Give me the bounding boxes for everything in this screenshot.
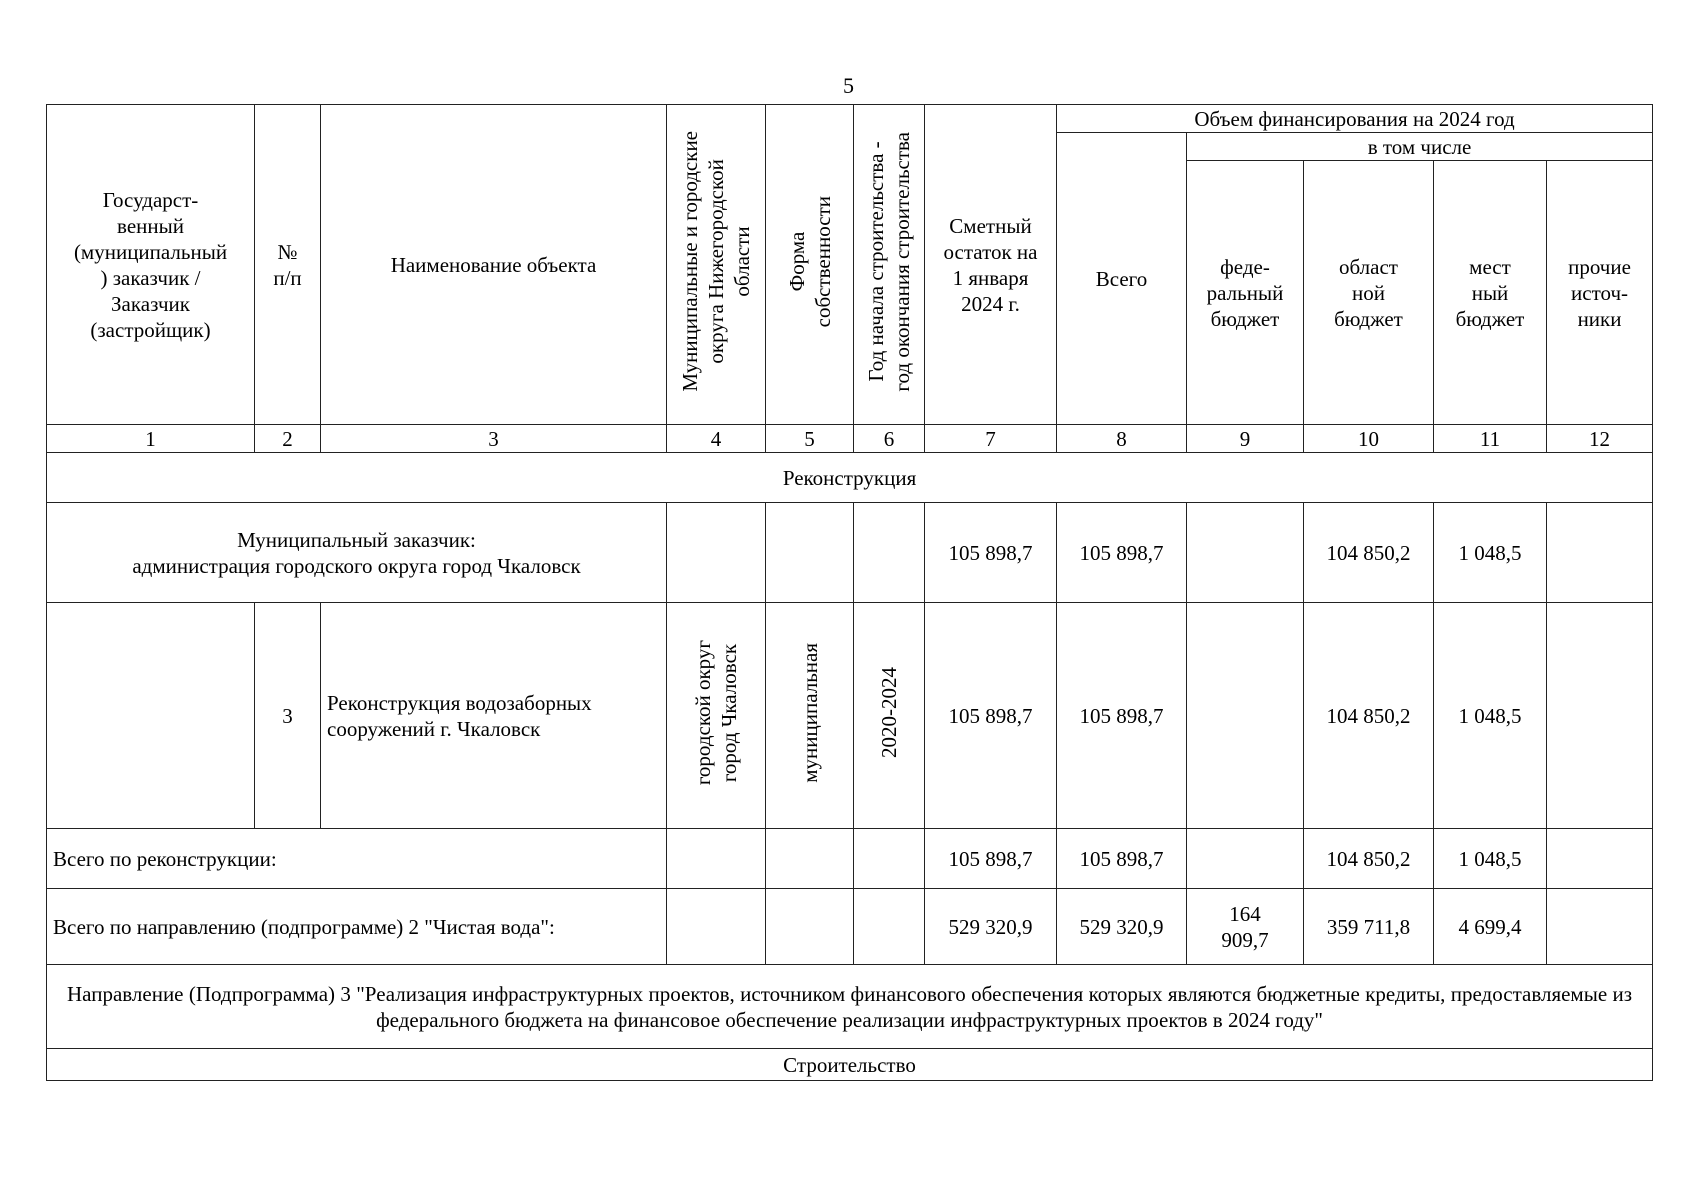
total-reconstruction-total: 105 898,7 xyxy=(1057,829,1187,889)
financing-table xyxy=(46,104,1653,1081)
column-number: 3 xyxy=(321,425,667,453)
header-number: № п/п xyxy=(255,105,321,425)
header-estimate: Сметный остаток на 1 января 2024 г. xyxy=(925,105,1057,425)
total-direction-total: 529 320,9 xyxy=(1057,889,1187,965)
total-reconstruction-local: 1 048,5 xyxy=(1434,829,1547,889)
total-direction-local: 4 699,4 xyxy=(1434,889,1547,965)
header-object-name: Наименование объекта xyxy=(321,105,667,425)
total-reconstruction-other xyxy=(1547,829,1653,889)
column-number: 8 xyxy=(1057,425,1187,453)
customer-district xyxy=(667,503,766,603)
direction-row xyxy=(47,965,1653,1049)
total-direction-years xyxy=(854,889,925,965)
total-direction-federal: 164 909,7 xyxy=(1187,889,1304,965)
total-reconstruction-years xyxy=(854,829,925,889)
column-number: 2 xyxy=(255,425,321,453)
table-row xyxy=(47,889,1653,965)
header-years: Год начала строительства - год окончания строительства xyxy=(864,131,914,392)
column-number: 7 xyxy=(925,425,1057,453)
column-number: 10 xyxy=(1304,425,1434,453)
customer-ownership xyxy=(766,503,854,603)
column-number: 4 xyxy=(667,425,766,453)
object-regional: 104 850,2 xyxy=(1304,603,1434,829)
direction-3-title: Направление (Подпрограмма) 3 "Реализация инфраструктурных проектов, источником финансового обеспечения которых являются бюджетные кредиты, предоставляемые из федерального бюджета на финансовое обеспечение реализации инфраструктурных проектов в 2024 году" xyxy=(47,965,1653,1049)
object-years: 2020-2024 xyxy=(877,667,901,758)
column-number: 12 xyxy=(1547,425,1653,453)
customer-other xyxy=(1547,503,1653,603)
object-estimate: 105 898,7 xyxy=(925,603,1057,829)
customer-label: Муниципальный заказчик: администрация городского округа город Чкаловск xyxy=(47,503,667,603)
section-row xyxy=(47,453,1653,503)
object-years-cell xyxy=(854,603,925,829)
customer-local: 1 048,5 xyxy=(1434,503,1547,603)
header-federal: феде- ральный бюджет xyxy=(1187,161,1304,425)
object-number: 3 xyxy=(255,603,321,829)
total-reconstruction-district xyxy=(667,829,766,889)
object-local: 1 048,5 xyxy=(1434,603,1547,829)
section-row xyxy=(47,1049,1653,1081)
header-total: Всего xyxy=(1057,133,1187,425)
header-district: Муниципальные и городские округа Нижегородской области xyxy=(678,131,754,392)
customer-years xyxy=(854,503,925,603)
table-header-row xyxy=(47,105,1653,133)
customer-estimate: 105 898,7 xyxy=(925,503,1057,603)
object-federal xyxy=(1187,603,1304,829)
header-funding-group: Объем финансирования на 2024 год xyxy=(1057,105,1653,133)
column-number: 9 xyxy=(1187,425,1304,453)
header-district-cell xyxy=(667,105,766,425)
total-direction-regional: 359 711,8 xyxy=(1304,889,1434,965)
header-ownership: Форма собственности xyxy=(784,195,835,328)
total-direction-label: Всего по направлению (подпрограмме) 2 "Чистая вода": xyxy=(47,889,667,965)
column-number: 6 xyxy=(854,425,925,453)
customer-regional: 104 850,2 xyxy=(1304,503,1434,603)
page-number: 5 xyxy=(843,73,854,98)
header-other: прочие источ- ники xyxy=(1547,161,1653,425)
total-direction-ownership xyxy=(766,889,854,965)
object-total: 105 898,7 xyxy=(1057,603,1187,829)
total-reconstruction-ownership xyxy=(766,829,854,889)
header-customer: Государст- венный (муниципальный ) заказчик / Заказчик (застройщик) xyxy=(47,105,255,425)
section-title-construction: Строительство xyxy=(47,1049,1653,1081)
object-name: Реконструкция водозаборных сооружений г. Чкаловск xyxy=(321,603,667,829)
header-regional: област ной бюджет xyxy=(1304,161,1434,425)
column-numbers-row xyxy=(47,425,1653,453)
total-reconstruction-label: Всего по реконструкции: xyxy=(47,829,667,889)
total-direction-estimate: 529 320,9 xyxy=(925,889,1057,965)
total-direction-other xyxy=(1547,889,1653,965)
section-title-reconstruction: Реконструкция xyxy=(47,453,1653,503)
column-number: 5 xyxy=(766,425,854,453)
total-direction-district xyxy=(667,889,766,965)
header-years-cell xyxy=(854,105,925,425)
object-district-cell xyxy=(667,603,766,829)
header-including-group: в том числе xyxy=(1187,133,1653,161)
column-number: 1 xyxy=(47,425,255,453)
object-customer xyxy=(47,603,255,829)
customer-federal xyxy=(1187,503,1304,603)
total-reconstruction-federal xyxy=(1187,829,1304,889)
table-row xyxy=(47,829,1653,889)
table-row xyxy=(47,603,1653,829)
object-other xyxy=(1547,603,1653,829)
table-row xyxy=(47,503,1653,603)
column-number: 11 xyxy=(1434,425,1547,453)
customer-total: 105 898,7 xyxy=(1057,503,1187,603)
total-reconstruction-regional: 104 850,2 xyxy=(1304,829,1434,889)
header-local: мест ный бюджет xyxy=(1434,161,1547,425)
object-ownership-cell xyxy=(766,603,854,829)
header-ownership-cell xyxy=(766,105,854,425)
object-ownership: муниципальная xyxy=(797,642,822,783)
total-reconstruction-estimate: 105 898,7 xyxy=(925,829,1057,889)
object-district: городской округ город Чкаловск xyxy=(691,639,741,786)
